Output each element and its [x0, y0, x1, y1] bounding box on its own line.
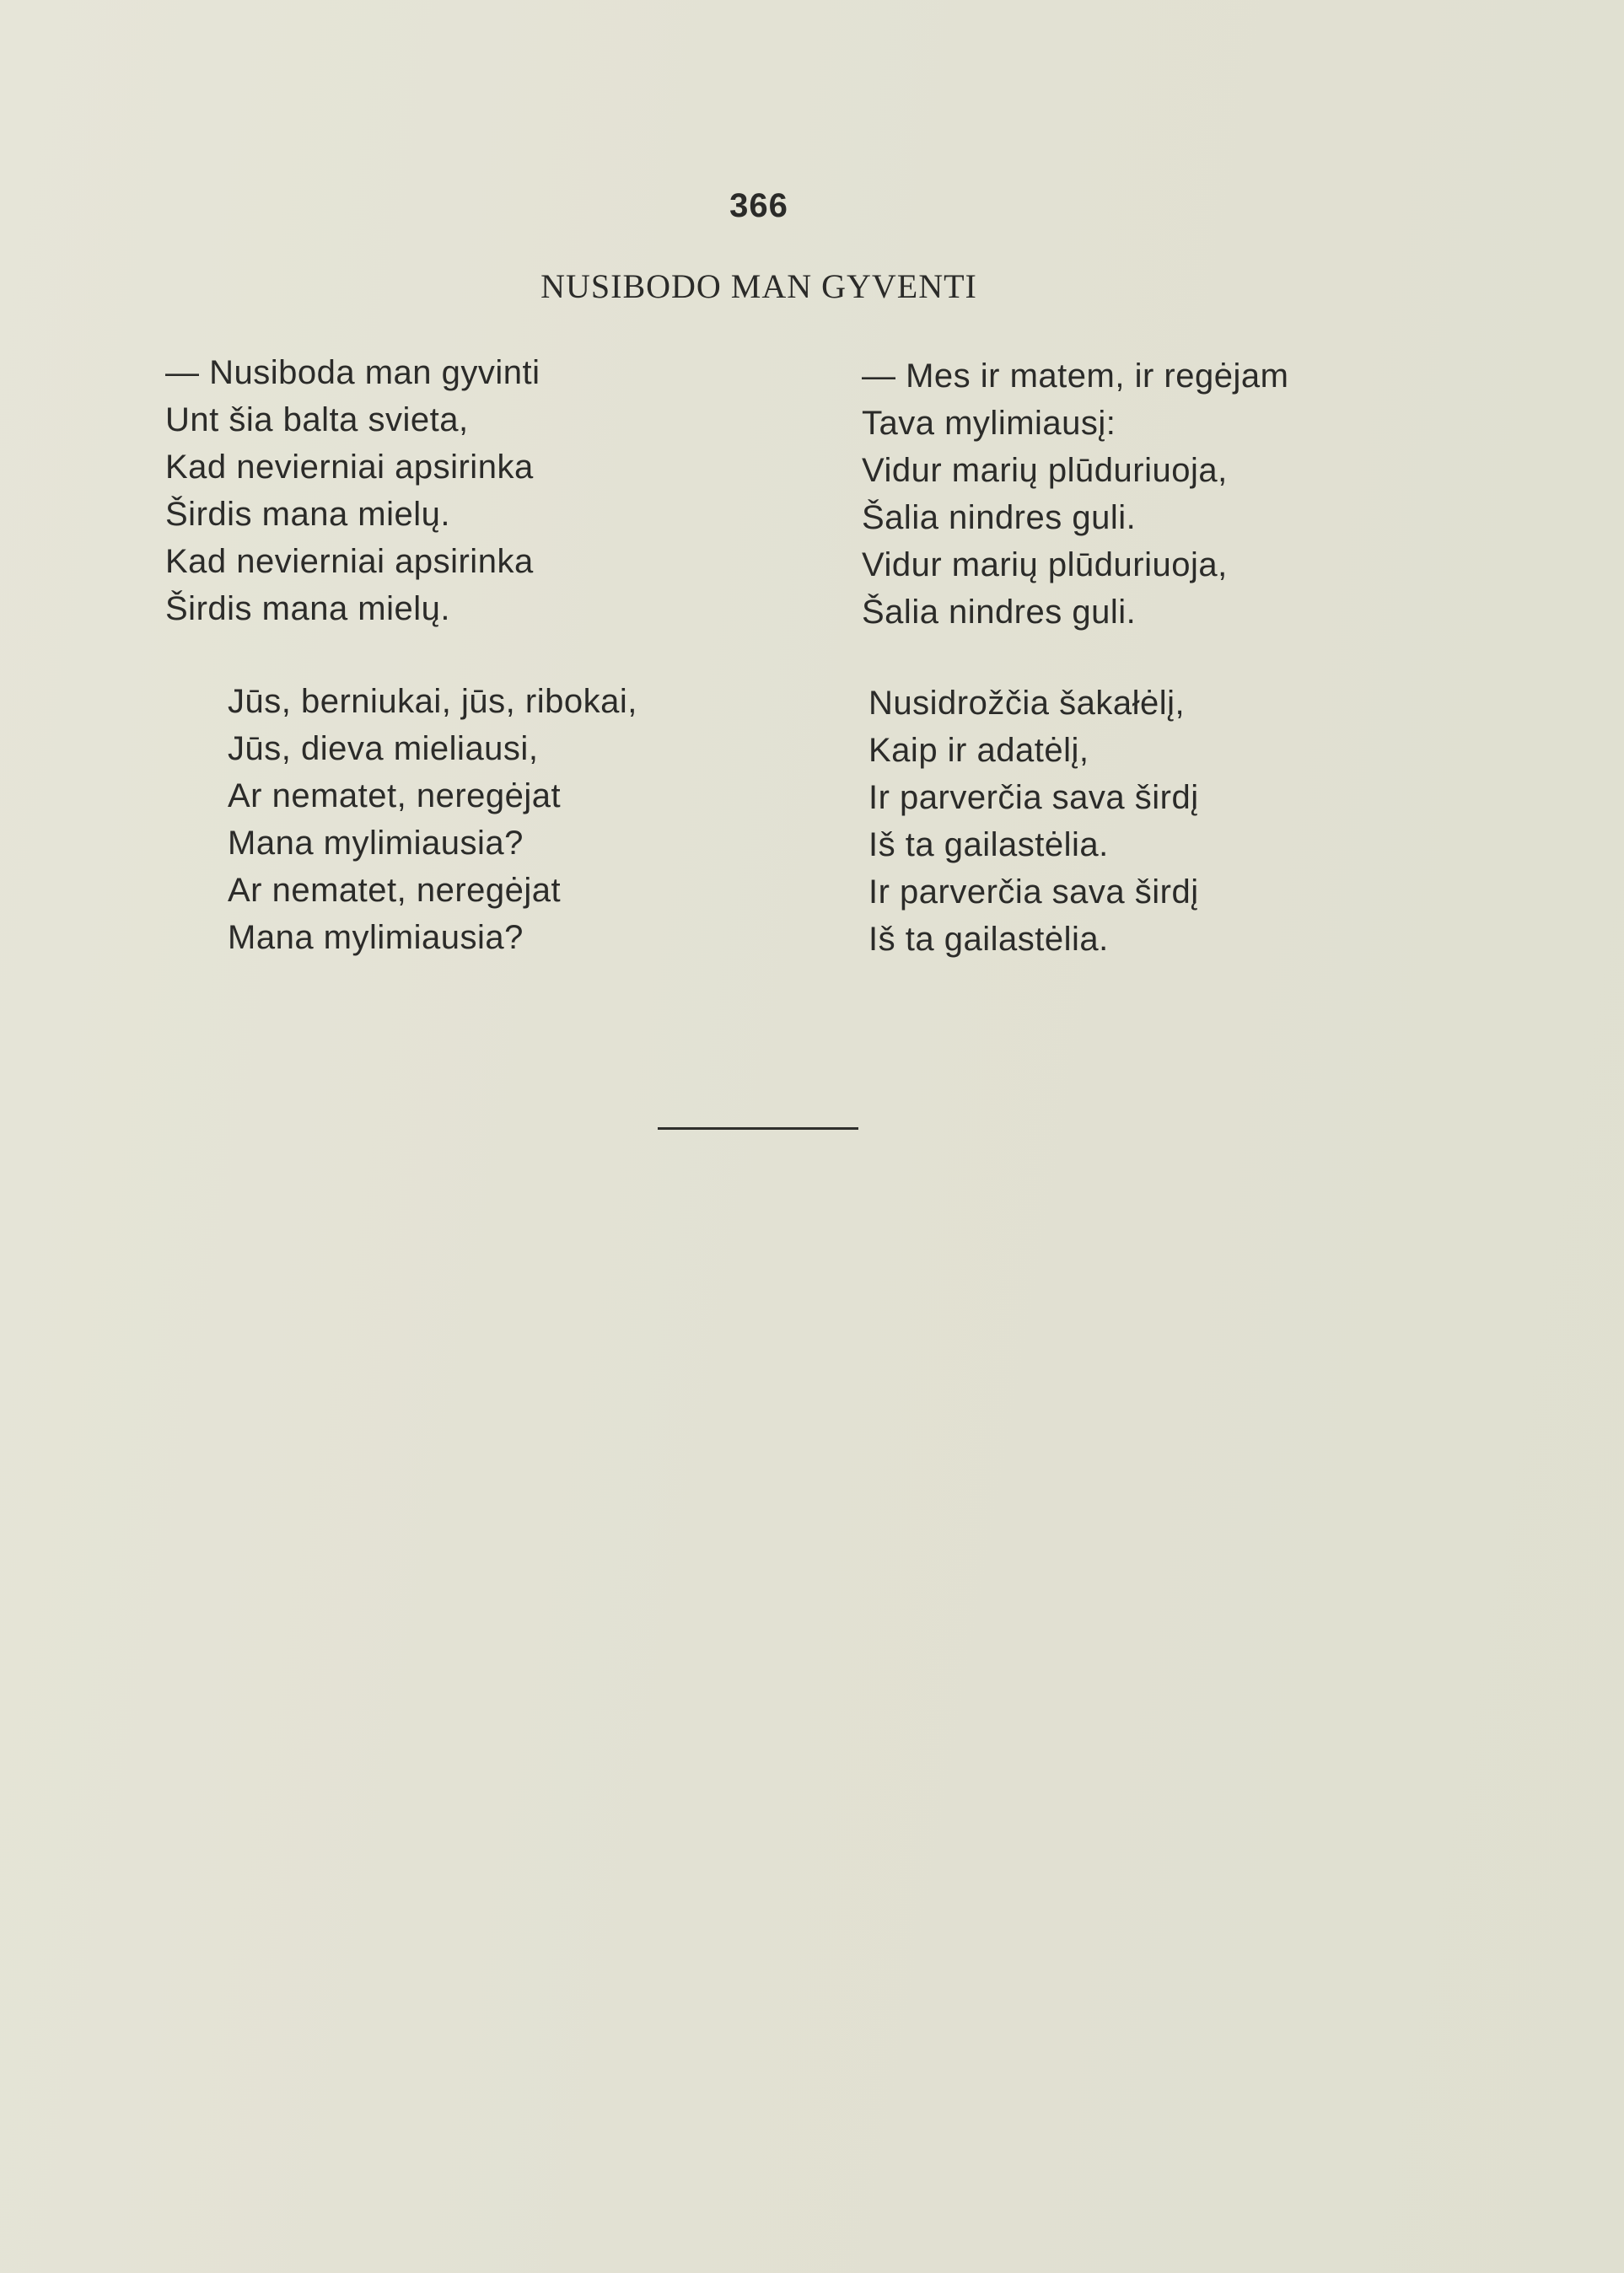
right-stanza-1	[862, 352, 1288, 636]
poem-line: Jūs, dieva mieliausi,	[228, 730, 539, 767]
poem-line: Mana mylimiausia?	[228, 919, 524, 956]
poem-title: NUSIBODO MAN GYVENTI	[540, 267, 977, 305]
poem-line: Ar nematet, neregėjat	[228, 777, 562, 814]
poem-line: Nusidrožčia šakałėlį,	[868, 685, 1186, 722]
poem-line: Tava mylimiausį:	[862, 405, 1116, 442]
left-stanza-2	[228, 678, 637, 961]
poem-line: Kad nevierniai apsirinka	[165, 449, 534, 486]
right-stanza-2	[868, 680, 1199, 963]
poem-line: Ar nematet, neregėjat	[228, 872, 562, 909]
poem-line: Vidur marių plūduriuoja,	[862, 452, 1228, 489]
poem-line: Širdis mana mielų.	[165, 590, 451, 627]
poem-line: Šalia nindres guli.	[862, 594, 1137, 631]
poem-line: Kaip ir adatėlį,	[868, 732, 1089, 769]
poem-line: Vidur marių plūduriuoja,	[862, 546, 1228, 583]
poem-line: Ir parverčia sava širdį	[868, 873, 1199, 911]
left-stanza-1	[165, 349, 540, 632]
poem-line: Unt šia balta svieta,	[165, 401, 469, 438]
end-rule-divider	[658, 1127, 858, 1130]
poem-line: Širdis mana mielų.	[165, 496, 451, 533]
poem-line: — Nusiboda man gyvinti	[165, 354, 540, 391]
poem-line: Šalia nindres guli.	[862, 499, 1137, 536]
poem-line: Ir parverčia sava širdį	[868, 779, 1199, 816]
page-number: 366	[729, 187, 788, 224]
poem-line: — Mes ir matem, ir regėjam	[862, 357, 1289, 395]
poem-line: Iš ta gailastėlia.	[868, 826, 1109, 863]
poem-line: Jūs, berniukai, jūs, ribokai,	[228, 683, 637, 720]
poem-line: Mana mylimiausia?	[228, 825, 524, 862]
poem-line: Iš ta gailastėlia.	[868, 921, 1109, 958]
poem-line: Kad nevierniai apsirinka	[165, 543, 534, 580]
